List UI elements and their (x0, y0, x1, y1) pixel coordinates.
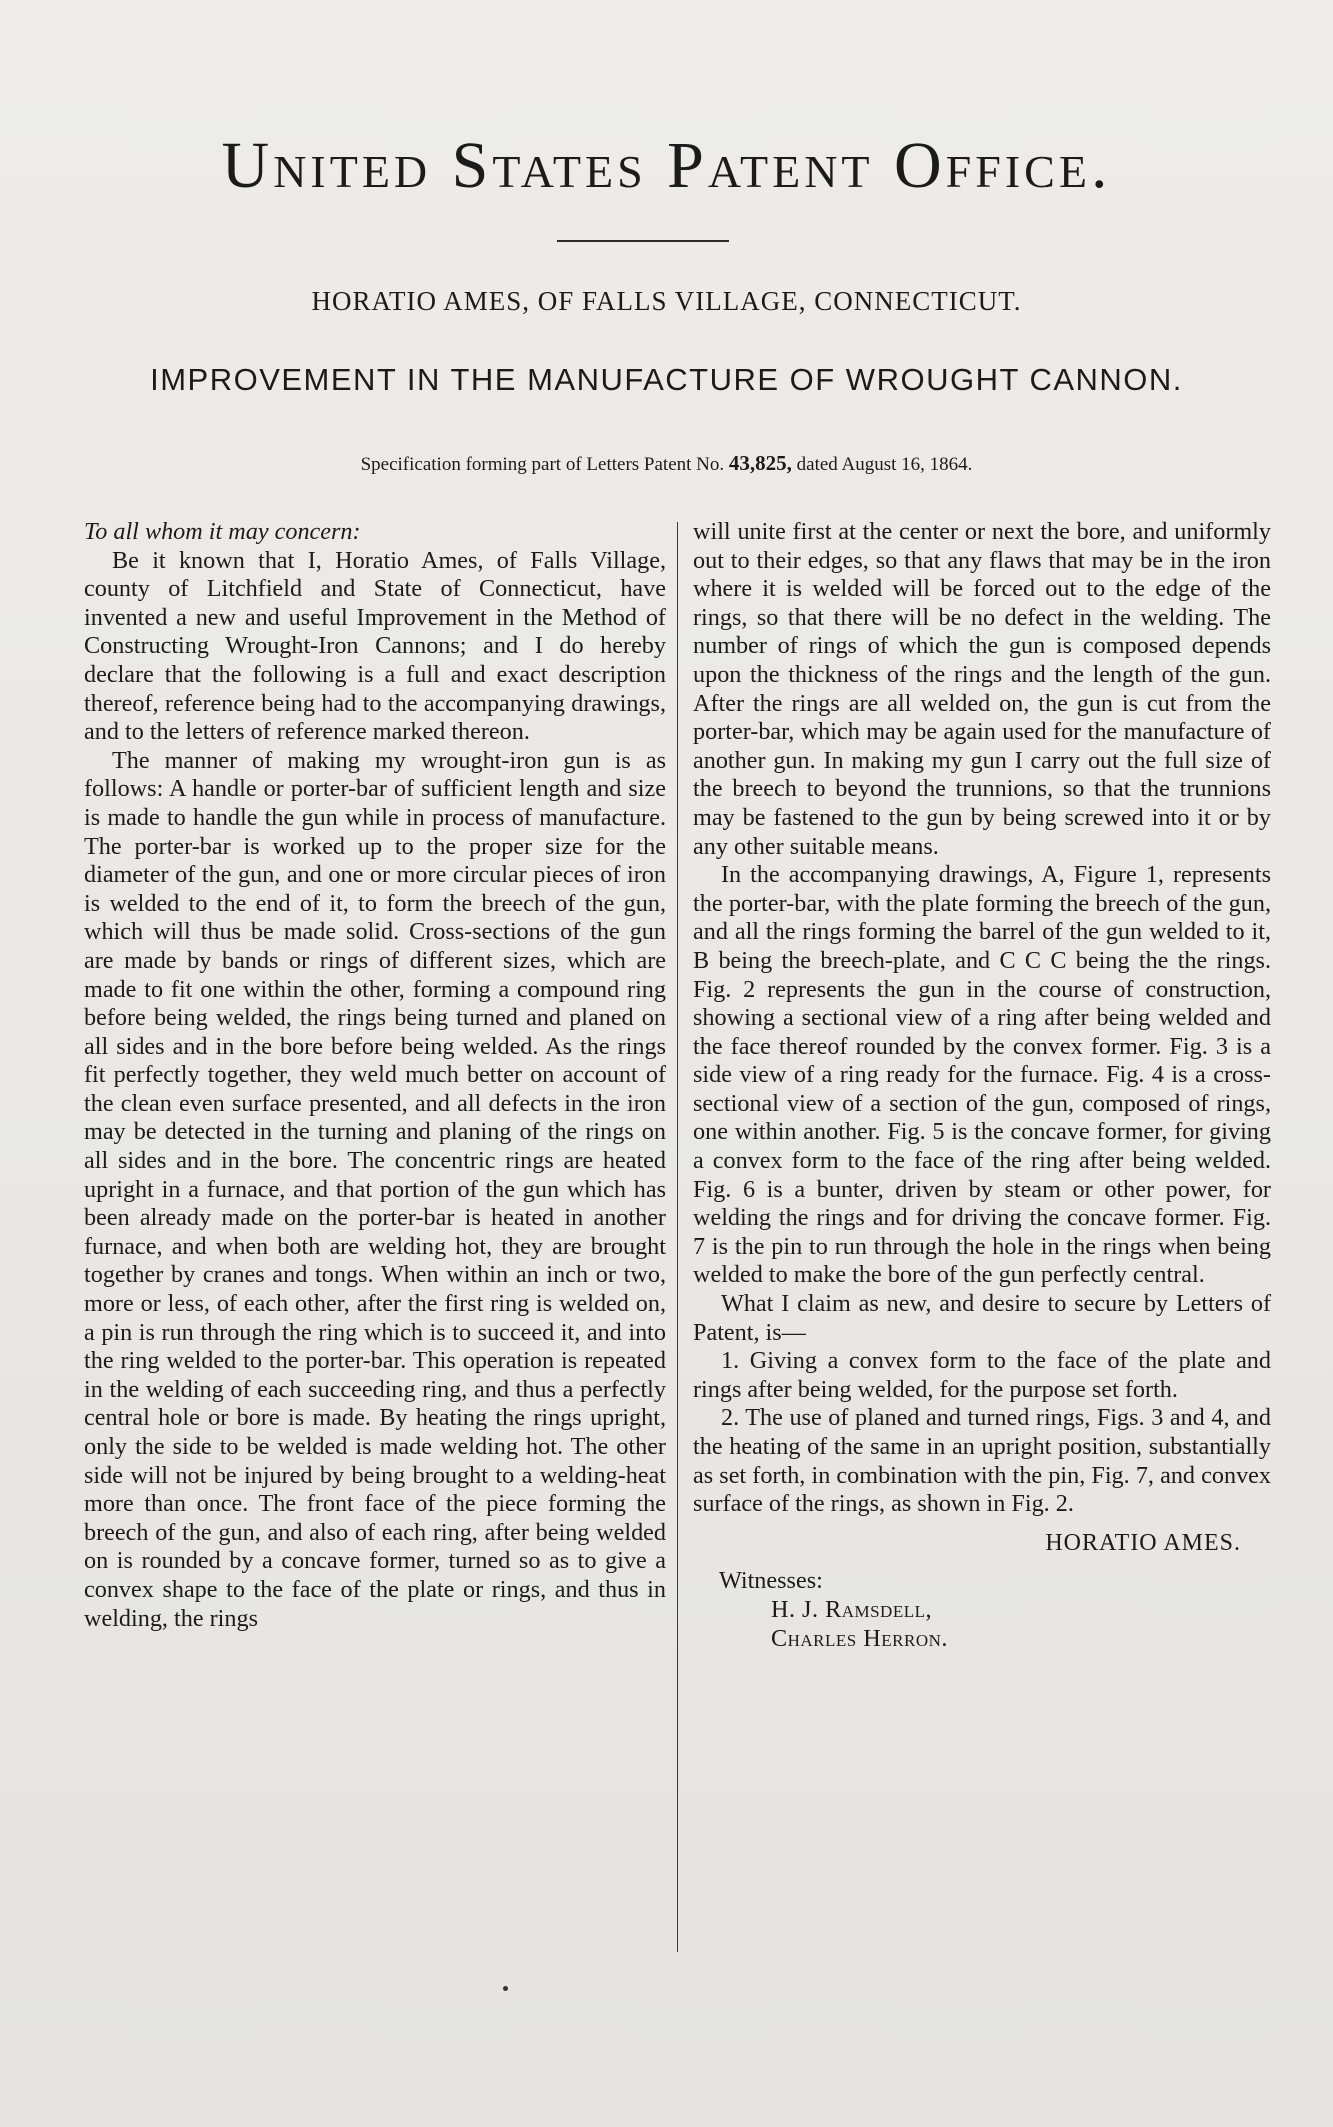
left-column (84, 518, 666, 1633)
page-mark (503, 1986, 508, 1991)
signature: HORATIO AMES. (1045, 1529, 1241, 1556)
witness-name: Charles Herron. (771, 1624, 948, 1652)
specification-line (0, 451, 1333, 476)
patent-number: 43,825, (728, 451, 792, 475)
column-divider (677, 522, 678, 1952)
paragraph: The manner of making my wrought-iron gun is as follows: A handle or porter-bar of sufficient length and size is made to handle the gun while in process of manufacture. The porter-bar is worked up to the proper size for the diameter of the gun, and one or more circular pieces of iron is welded to the end of it, to form the breech of the gun, which will thus be made solid. Cross-sections of the gun are made by bands or rings of different sizes, which are made to fit one within the other, forming a compound ring before being welded, the rings being turned and planed on all sides and in the bore before being welded. As the rings fit perfectly together, they weld much better on account of the clean even surface presented, and all defects in the iron may be detected in the turning and planing of the rings on all sides and in the bore. The concentric rings are heated upright in a furnace, and that portion of the gun which has been already made on the porter-bar is heated in another furnace, and when both are welding hot, they are brought together by cranes and tongs. When within an inch or two, more or less, of each other, after the first ring is welded on, a pin is run through the ring which is to succeed it, and into the ring welded to the porter-bar. This operation is repeated in the welding of each succeeding ring, and thus a perfectly central hole or bore is made. By heating the rings upright, only the side to be welded is made welding hot. The other side will not be injured by being brought to a welding-heat more than once. The front face of the piece forming the breech of the gun, and also of each ring, after being welded on is rounded by a concave former, turned so as to give a convex shape to the face of the plate or rings, and thus in welding, the rings (84, 746, 666, 1632)
office-title: United States Patent Office. (221, 129, 1112, 202)
paragraph: Be it known that I, Horatio Ames, of Falls Village, county of Litchfield and State of Connecticut, have invented a new and useful Improvement in the Method of Constructing Wrought-Iron Cannons; and I do hereby declare that the following is a full and exact description thereof, reference being had to the accompanying drawings, and to the letters of reference marked thereon. (84, 546, 666, 746)
title-rule (557, 240, 729, 242)
paragraph: In the accompanying drawings, A, Figure 1, represents the porter-bar, with the plate forming the breech of the gun, and all the rings forming the barrel of the gun welded to it, B being the breech-plate, and C C C being the the rings. Fig. 2 represents the gun in the course of construction, showing a sectional view of a ring after being welded and the face thereof rounded by the convex former. Fig. 3 is a side view of a ring ready for the furnace. Fig. 4 is a cross-sectional view of a section of the gun, composed of rings, one within another. Fig. 5 is the concave former, for giving a convex form to the face of the ring after being welded. Fig. 6 is a bunter, driven by steam or other power, for welding the rings and for driving the concave former. Fig. 7 is the pin to run through the hole in the rings when being welded to make the bore of the gun perfectly central. (693, 861, 1271, 1289)
spec-prefix: Specification forming part of Letters Patent No. (360, 454, 725, 475)
inventor-line: HORATIO AMES, OF FALLS VILLAGE, CONNECTICUT. (311, 286, 1022, 316)
spec-suffix: dated August 16, 1864. (796, 454, 973, 475)
right-column (693, 518, 1271, 1653)
claim: 2. The use of planed and turned rings, Figs. 3 and 4, and the heating of the same in an upright position, substantially as set forth, in combination with the pin, Fig. 7, and convex surface of the rings, as shown in Fig. 2. (693, 1404, 1271, 1518)
witnesses-label: Witnesses: (719, 1567, 823, 1595)
paragraph: What I claim as new, and desire to secure by Letters of Patent, is— (693, 1290, 1271, 1346)
witness-name: H. J. Ramsdell, (771, 1595, 933, 1623)
invention-title: IMPROVEMENT IN THE MANUFACTURE OF WROUGHT CANNON. (150, 362, 1183, 397)
paragraph-continuation: will unite first at the center or next the bore, and uniformly out to their edges, so that any flaws that may be in the iron where it is welded will be forced out to the edge of the rings, so that there will be no defect in the welding. The number of rings of which the gun is composed depends upon the thickness of the rings and the length of the gun. After the rings are all welded on, the gun is cut from the porter-bar, which may be again used for the manufacture of another gun. In making my gun I carry out the full size of the breech to beyond the trunnions, so that the trunnions may be fastened to the gun by being screwed into it or by any other suitable means. (693, 518, 1271, 860)
claim: 1. Giving a convex form to the face of the plate and rings after being welded, for the purpose set forth. (693, 1347, 1271, 1403)
salutation: To all whom it may concern: (84, 518, 361, 545)
